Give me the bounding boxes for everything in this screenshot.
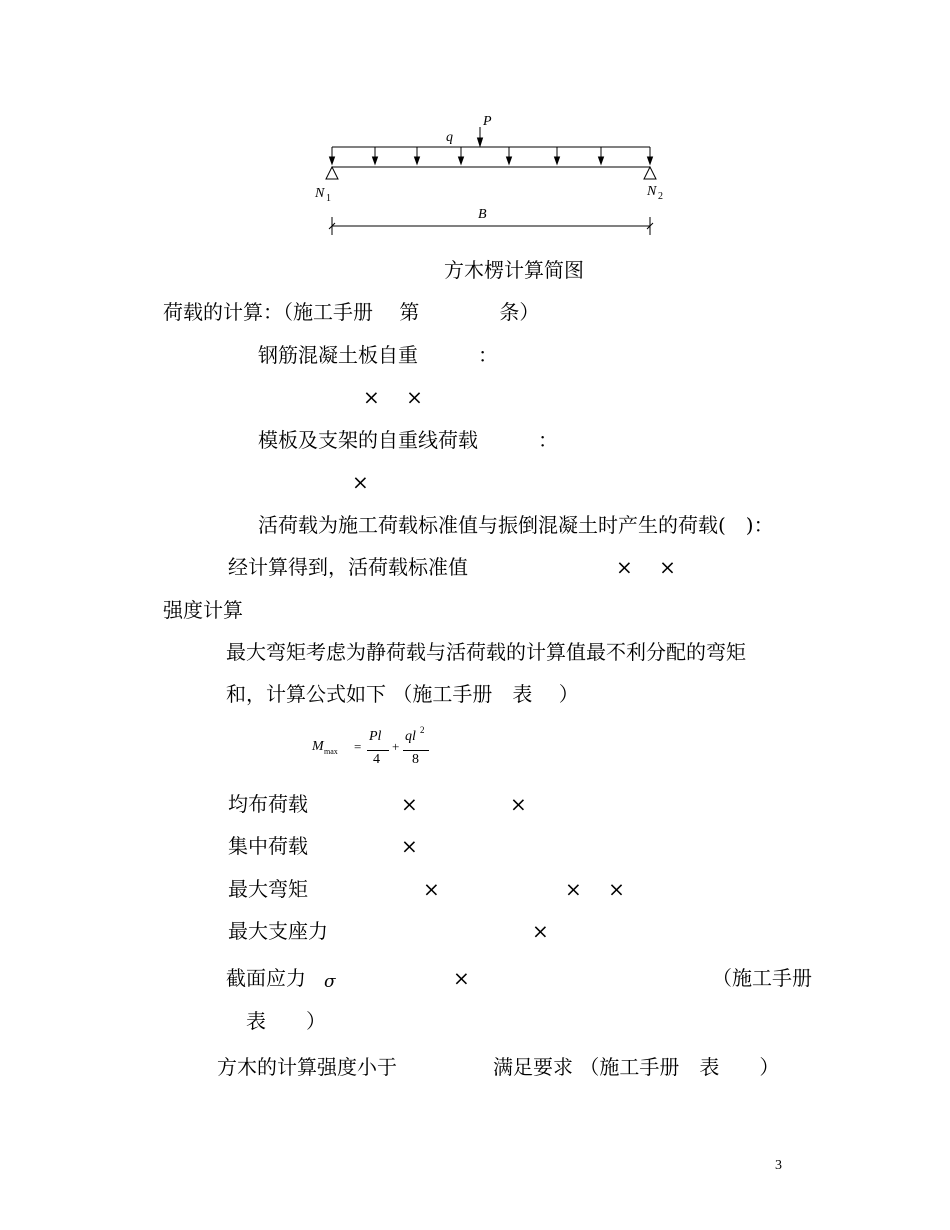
text-line-11c: ×: [510, 792, 527, 816]
text-line-12a: 集中荷载: [228, 834, 308, 858]
beam-calculation-diagram: [300, 105, 690, 250]
distributed-load-arrows: [330, 147, 653, 164]
formula-plus: +: [392, 739, 400, 754]
text-line-6: 活荷载为施工荷载标准值与振倒混凝土时产生的荷载( )：: [258, 513, 774, 537]
formula-lhs-sub: max: [324, 747, 338, 756]
label-q: q: [446, 130, 453, 145]
text-line-15a: 截面应力: [226, 966, 306, 990]
text-line-9: 最大弯矩考虑为静荷载与活荷载的计算值最不利分配的弯矩: [226, 640, 746, 664]
formula-lhs: M: [312, 739, 324, 754]
formula-num1: Pl: [369, 729, 382, 744]
formula-num2: ql: [405, 729, 416, 744]
text-line-5: ×: [352, 470, 369, 494]
point-load-arrow: [478, 127, 483, 146]
label-n2-sub: 2: [658, 191, 663, 202]
text-line-3: × ×: [363, 385, 423, 409]
label-n1-sub: 1: [326, 193, 331, 204]
text-line-17a: 方木的计算强度小于: [217, 1055, 397, 1079]
label-p: P: [483, 114, 492, 129]
text-line-4: 模板及支架的自重线荷载 ：: [258, 428, 558, 452]
formula-den1: 4: [373, 752, 380, 767]
support-left: [326, 167, 338, 179]
text-line-14a: 最大支座力: [228, 919, 328, 943]
text-line-15b: ×: [453, 966, 470, 990]
fraction-bar-2: [403, 750, 429, 751]
formula-num2-sup: 2: [420, 725, 425, 735]
text-line-7-x: × ×: [616, 555, 676, 579]
text-line-17b: 满足要求 （施工手册 表 ）: [493, 1055, 780, 1079]
text-line-15c: （施工手册: [712, 966, 812, 990]
text-line-12b: ×: [401, 834, 418, 858]
sigma-symbol: σ: [324, 972, 336, 992]
text-line-14b: ×: [532, 919, 549, 943]
text-line-1: 荷载的计算：（施工手册 第 条）: [163, 300, 540, 324]
formula-eq: =: [354, 739, 362, 754]
label-n1: N: [315, 186, 325, 201]
section-heading: 强度计算: [163, 598, 243, 622]
diagram-caption: 方木楞计算简图: [444, 258, 584, 282]
label-n2: N: [647, 184, 657, 199]
formula-den2: 8: [412, 752, 419, 767]
text-line-10: 和，计算公式如下 （施工手册 表 ）: [226, 682, 579, 706]
text-line-2: 钢筋混凝土板自重 ：: [258, 343, 498, 367]
text-line-11a: 均布荷载: [228, 792, 308, 816]
label-b: B: [478, 207, 487, 222]
text-line-7: 经计算得到，活荷载标准值: [228, 555, 468, 579]
page-number: 3: [775, 1158, 782, 1173]
text-line-13b: ×: [423, 877, 440, 901]
support-right: [644, 167, 656, 179]
text-line-13c: × ×: [565, 877, 625, 901]
text-line-13a: 最大弯矩: [228, 877, 308, 901]
moment-formula: [312, 725, 452, 776]
fraction-bar-1: [367, 750, 389, 751]
text-line-11b: ×: [401, 792, 418, 816]
text-line-16: 表 ）: [246, 1009, 326, 1033]
